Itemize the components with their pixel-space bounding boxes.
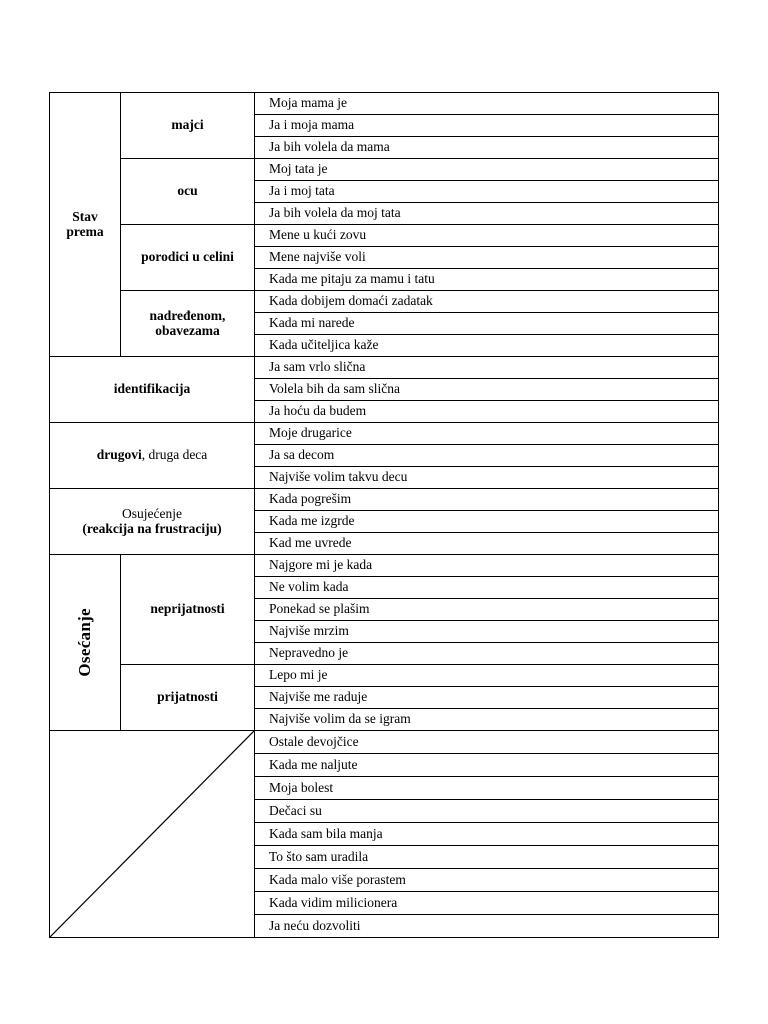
table-row: Ja hoću da budem <box>255 401 719 423</box>
table-row: Moje drugarice <box>255 423 719 445</box>
osecanje-label <box>50 555 121 731</box>
table-row: Najviše volim takvu decu <box>255 467 719 489</box>
table-row: Kada dobijem domaći zadatak <box>255 291 719 313</box>
table-row: Ja i moja mama <box>255 115 719 137</box>
majci-label: majci <box>121 93 255 159</box>
table-row: Ne volim kada <box>255 577 719 599</box>
table-row: Kada me izgrde <box>255 511 719 533</box>
table-row: Kad me uvrede <box>255 533 719 555</box>
table-row: Moja bolest <box>255 777 719 800</box>
table-row: Mene najviše voli <box>255 247 719 269</box>
neprijatnosti-label: neprijatnosti <box>121 555 255 665</box>
prijatnosti-label: prijatnosti <box>121 665 255 731</box>
table-row: Nepravedno je <box>255 643 719 665</box>
table-row: Kada mi narede <box>255 313 719 335</box>
table-row: Dečaci su <box>255 800 719 823</box>
table-row: Moj tata je <box>255 159 719 181</box>
table-row: Kada učiteljica kaže <box>255 335 719 357</box>
table-row: Moja mama je <box>255 93 719 115</box>
table-row: Kada malo više porastem <box>255 869 719 892</box>
table-row: Kada sam bila manja <box>255 823 719 846</box>
table-row: Kada pogrešim <box>255 489 719 511</box>
table-row: Volela bih da sam slična <box>255 379 719 401</box>
table-row: Najviše me raduje <box>255 687 719 709</box>
questionnaire-table <box>49 92 719 938</box>
stav-prema-label: Stav prema <box>50 93 121 357</box>
table-row: Ostale devojčice <box>255 731 719 754</box>
table-row: Ja bih volela da mama <box>255 137 719 159</box>
table-row: Ja sam vrlo slična <box>255 357 719 379</box>
table-row: Najviše volim da se igram <box>255 709 719 731</box>
identifikacija-label: identifikacija <box>50 357 255 423</box>
osecanje-vertical-text: Osećanje <box>74 608 94 677</box>
table-row: Ja neću dozvoliti <box>255 915 719 938</box>
table-row: Najviše mrzim <box>255 621 719 643</box>
table-row: Ja i moj tata <box>255 181 719 203</box>
osujecenje-label: Osujećenje (reakcija na frustraciju) <box>50 489 255 555</box>
table-row: Ja bih volela da moj tata <box>255 203 719 225</box>
table-row: Kada me pitaju za mamu i tatu <box>255 269 719 291</box>
table-row: Mene u kući zovu <box>255 225 719 247</box>
table-row: Kada vidim milicionera <box>255 892 719 915</box>
diagonal-blank-cell <box>50 731 255 938</box>
diagonal-line <box>50 731 254 937</box>
table-row: Najgore mi je kada <box>255 555 719 577</box>
table-row: Lepo mi je <box>255 665 719 687</box>
ocu-label: ocu <box>121 159 255 225</box>
table-row: Ponekad se plašim <box>255 599 719 621</box>
table-row: Ja sa decom <box>255 445 719 467</box>
drugovi-label: drugovi, druga deca <box>50 423 255 489</box>
porodici-label: porodici u celini <box>121 225 255 291</box>
table-row: To što sam uradila <box>255 846 719 869</box>
nadredjenom-label: nadređenom, obavezama <box>121 291 255 357</box>
table-row: Kada me naljute <box>255 754 719 777</box>
